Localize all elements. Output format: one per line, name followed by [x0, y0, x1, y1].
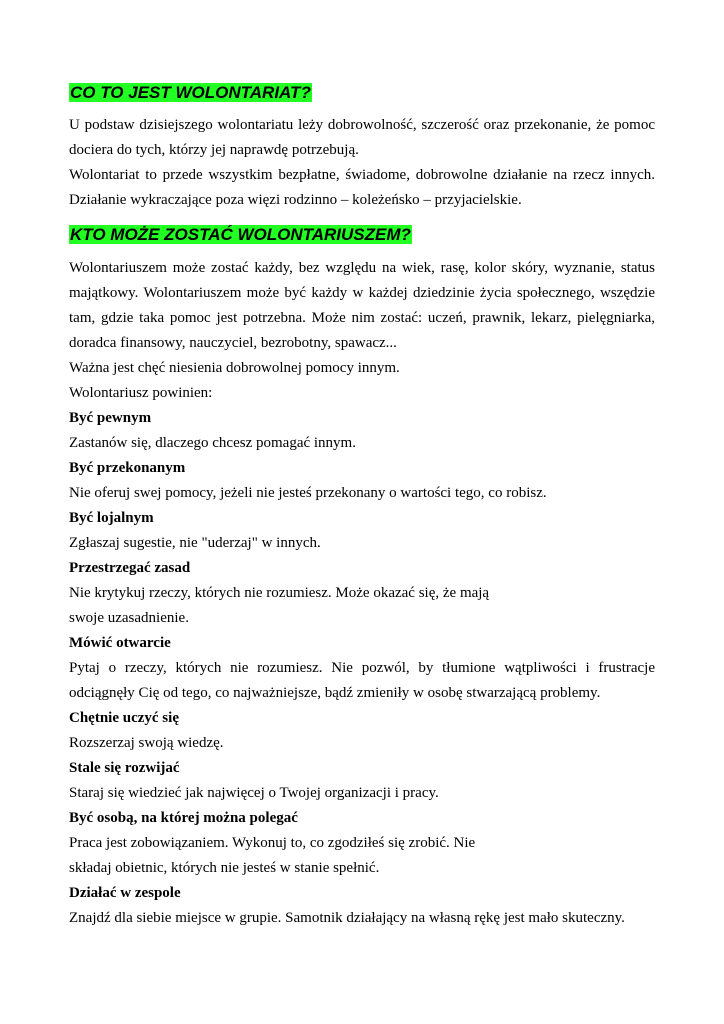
quality-text: Rozszerzaj swoją wiedzę. — [69, 735, 224, 751]
paragraph: Wolontariusz powinien: — [69, 385, 213, 401]
quality-title: Przestrzegać zasad — [69, 560, 191, 576]
quality-title: Być pewnym — [69, 410, 152, 426]
paragraph: Wolontariuszem może zostać każdy, bez względu na wiek, rasę, kolor skóry, wyznanie, status majątkowy. Wolontariuszem może być każdy w każdej dziedzinie życia społecznego, wszędzie tam, gdzie taka pomoc jest potrzebna. Może nim zostać: uczeń, prawnik, lekarz, pielęgniarka, doradca finansowy, nauczyciel, bezrobotny, spawacz... — [69, 260, 655, 351]
quality-text: składaj obietnic, których nie jesteś w stanie spełnić. — [69, 860, 380, 876]
qualities-list — [69, 406, 655, 931]
paragraph: Wolontariat to przede wszystkim bezpłatne, świadome, dobrowolne działanie na rzecz innych. Działanie wykraczające poza więzi rodzinno – koleżeńsko – przyjacielskie. — [69, 167, 655, 208]
quality-title: Chętnie uczyć się — [69, 710, 179, 726]
paragraph: Ważna jest chęć niesienia dobrowolnej pomocy innym. — [69, 360, 400, 376]
quality-title: Mówić otwarcie — [69, 635, 171, 651]
quality-title: Być lojalnym — [69, 510, 154, 526]
section-heading-who-can-volunteer: KTO MOŻE ZOSTAĆ WOLONTARIUSZEM? — [70, 225, 411, 244]
quality-text: swoje uzasadnienie. — [69, 610, 189, 626]
quality-text: Nie oferuj swej pomocy, jeżeli nie jesteś przekonany o wartości tego, co robisz. — [69, 485, 547, 501]
quality-text: Nie krytykuj rzeczy, których nie rozumiesz. Może okazać się, że mają — [69, 585, 490, 601]
quality-text: Praca jest zobowiązaniem. Wykonuj to, co zgodziłeś się zrobić. Nie — [69, 835, 476, 851]
quality-text: Zastanów się, dlaczego chcesz pomagać innym. — [69, 435, 356, 451]
quality-title: Być przekonanym — [69, 460, 186, 476]
quality-text: Zgłaszaj sugestie, nie "uderzaj" w innych. — [69, 535, 321, 551]
document-body — [69, 82, 655, 931]
quality-title: Stale się rozwijać — [69, 760, 180, 776]
section-heading-what-is-volunteering: CO TO JEST WOLONTARIAT? — [70, 83, 311, 102]
quality-text: Pytaj o rzeczy, których nie rozumiesz. Nie pozwól, by tłumione wątpliwości i frustracje odciągnęły Cię od tego, co najważniejsze, bądź zmieniły w osobę stwarzającą problemy. — [69, 660, 655, 701]
quality-text: Staraj się wiedzieć jak najwięcej o Twojej organizacji i pracy. — [69, 785, 439, 801]
paragraph: U podstaw dzisiejszego wolontariatu leży dobrowolność, szczerość oraz przekonanie, że pomoc dociera do tych, którzy jej naprawdę potrzebują. — [69, 117, 655, 158]
quality-text: Znajdź dla siebie miejsce w grupie. Samotnik działający na własną rękę jest mało skuteczny. — [69, 910, 625, 926]
quality-title: Działać w zespole — [69, 885, 181, 901]
quality-title: Być osobą, na której można polegać — [69, 810, 298, 826]
